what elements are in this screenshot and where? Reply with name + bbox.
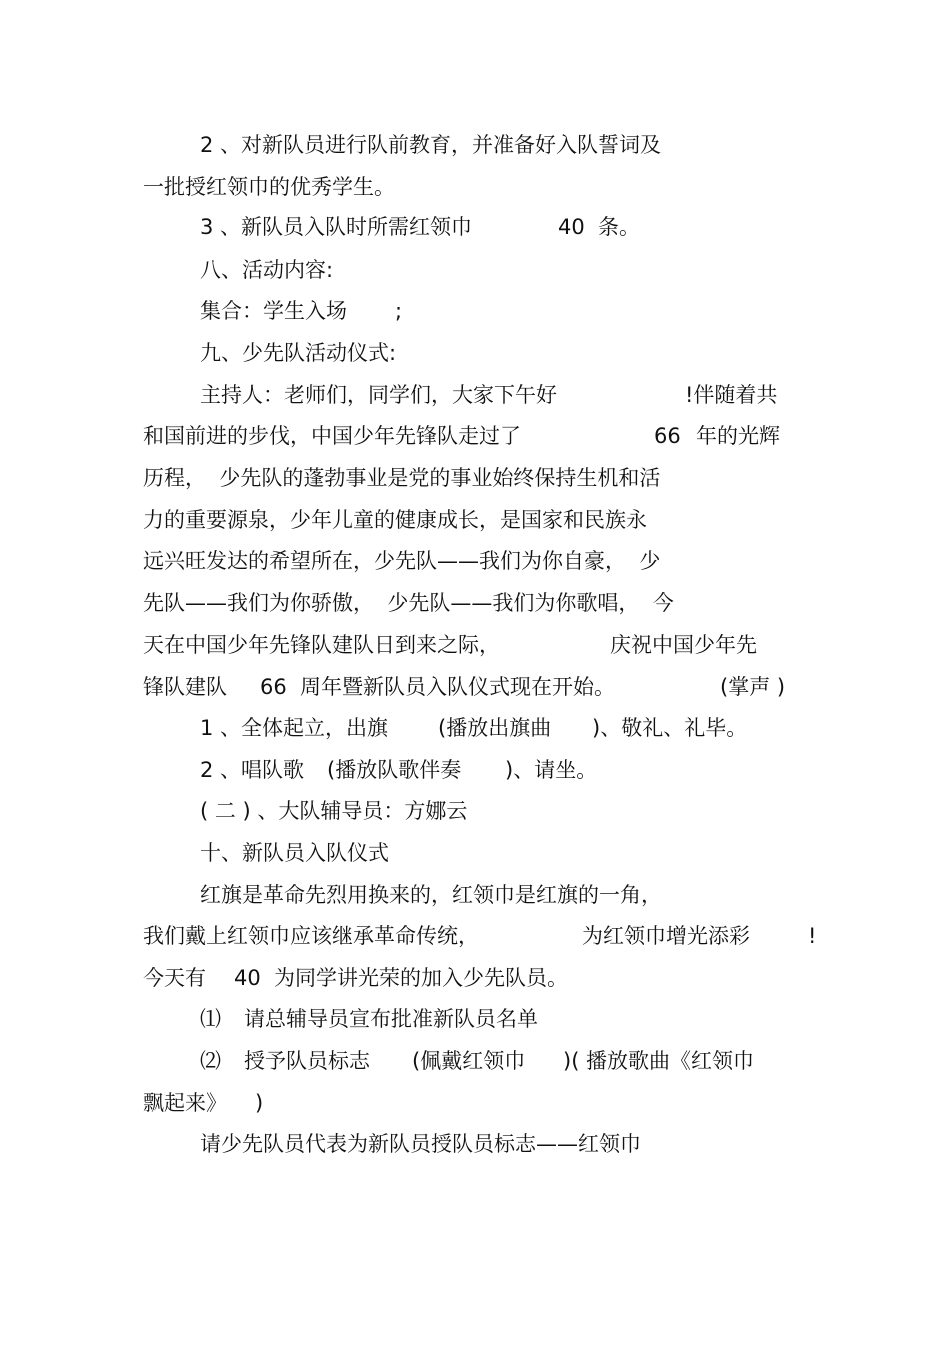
text-line (0, 212, 640, 242)
text-line (0, 546, 661, 576)
text-segment: (播放队歌伴奏 (327, 758, 462, 782)
text-segment: 锋队建队 (143, 675, 227, 699)
text-segment: 今天有 (143, 966, 206, 990)
text-line (0, 1088, 264, 1118)
text-segment: 九、少先队活动仪式: (200, 341, 397, 365)
text-line (0, 880, 662, 910)
text-segment: 2 、唱队歌 (200, 758, 305, 782)
text-line (0, 255, 334, 285)
text-line (0, 505, 647, 535)
text-segment: 历程， 少先队的蓬勃事业是党的事业始终保持生机和活 (143, 466, 661, 490)
text-segment: 天在中国少年先锋队建队日到来之际， (143, 633, 500, 657)
text-segment: 和国前进的步伐，中国少年先锋队走过了 (143, 424, 521, 448)
text-segment: 为同学讲光荣的加入少先队员。 (274, 966, 568, 990)
text-line (0, 588, 674, 618)
text-segment: 3 、新队员入队时所需红领巾 (200, 215, 473, 239)
text-segment: )、请坐。 (505, 758, 598, 782)
text-segment: ; (395, 299, 403, 323)
text-segment: 八、活动内容: (200, 258, 334, 282)
text-segment: ⑴ (200, 1007, 221, 1031)
text-segment: 40 (234, 966, 261, 990)
text-segment: 一批授红领巾的优秀学生。 (143, 175, 395, 199)
text-segment: 66 (260, 675, 287, 699)
text-line (0, 1129, 641, 1159)
text-segment: 集合：学生入场 (200, 299, 347, 323)
text-line (0, 713, 748, 743)
text-line (0, 838, 389, 868)
text-line (0, 755, 598, 785)
text-segment: (掌声 ) (720, 675, 786, 699)
text-line (0, 963, 568, 993)
text-segment: 庆祝中国少年先 (610, 633, 757, 657)
text-line (0, 296, 403, 326)
text-segment: 飘起来》 (143, 1091, 227, 1115)
text-segment: 请总辅导员宣布批准新队员名单 (244, 1007, 538, 1031)
text-line (0, 1046, 755, 1076)
text-segment: ⑵ (200, 1049, 221, 1073)
text-segment: ) (255, 1091, 264, 1115)
text-line (0, 172, 395, 202)
text-line (0, 630, 757, 660)
text-line (0, 380, 778, 410)
text-segment: (佩戴红领巾 (412, 1049, 526, 1073)
text-line (0, 672, 786, 702)
text-segment: 请少先队员代表为新队员授队员标志——红领巾 (200, 1132, 641, 1156)
text-segment: 66 (654, 424, 681, 448)
text-segment: 周年暨新队员入队仪式现在开始。 (300, 675, 615, 699)
text-segment: 为红领巾增光添彩 (582, 924, 750, 948)
text-segment: (播放出旗曲 (438, 716, 552, 740)
text-line (0, 338, 397, 368)
text-segment: 十、新队员入队仪式 (200, 841, 389, 865)
text-segment: 红旗是革命先烈用换来的，红领巾是红旗的一角， (200, 883, 662, 907)
text-segment: 40 (558, 215, 585, 239)
text-line (0, 130, 662, 160)
text-line (0, 421, 780, 451)
text-segment: 条。 (598, 215, 640, 239)
text-segment: 先队——我们为你骄傲， 少先队——我们为你歌唱， 今 (143, 591, 674, 615)
text-segment: 力的重要源泉，少年儿童的健康成长，是国家和民族永 (143, 508, 647, 532)
text-segment: 年的光辉 (696, 424, 780, 448)
text-segment: 1 、全体起立，出旗 (200, 716, 389, 740)
text-segment: !伴随着共 (685, 383, 778, 407)
text-segment: 远兴旺发达的希望所在，少先队——我们为你自豪， 少 (143, 549, 661, 573)
text-segment: 我们戴上红领巾应该继承革命传统， (143, 924, 479, 948)
text-segment: 授予队员标志 (244, 1049, 370, 1073)
text-segment: 主持人：老师们，同学们，大家下午好 (200, 383, 557, 407)
text-segment: ( 二 ) 、大队辅导员：方娜云 (200, 799, 468, 823)
text-segment: ! (808, 924, 817, 948)
text-line (0, 921, 817, 951)
text-segment: )( 播放歌曲《红领巾 (563, 1049, 755, 1073)
text-segment: 2 、对新队员进行队前教育，并准备好入队誓词及 (200, 133, 662, 157)
text-line (0, 796, 468, 826)
text-line (0, 463, 661, 493)
text-line (0, 1004, 538, 1034)
text-segment: )、敬礼、礼毕。 (592, 716, 748, 740)
